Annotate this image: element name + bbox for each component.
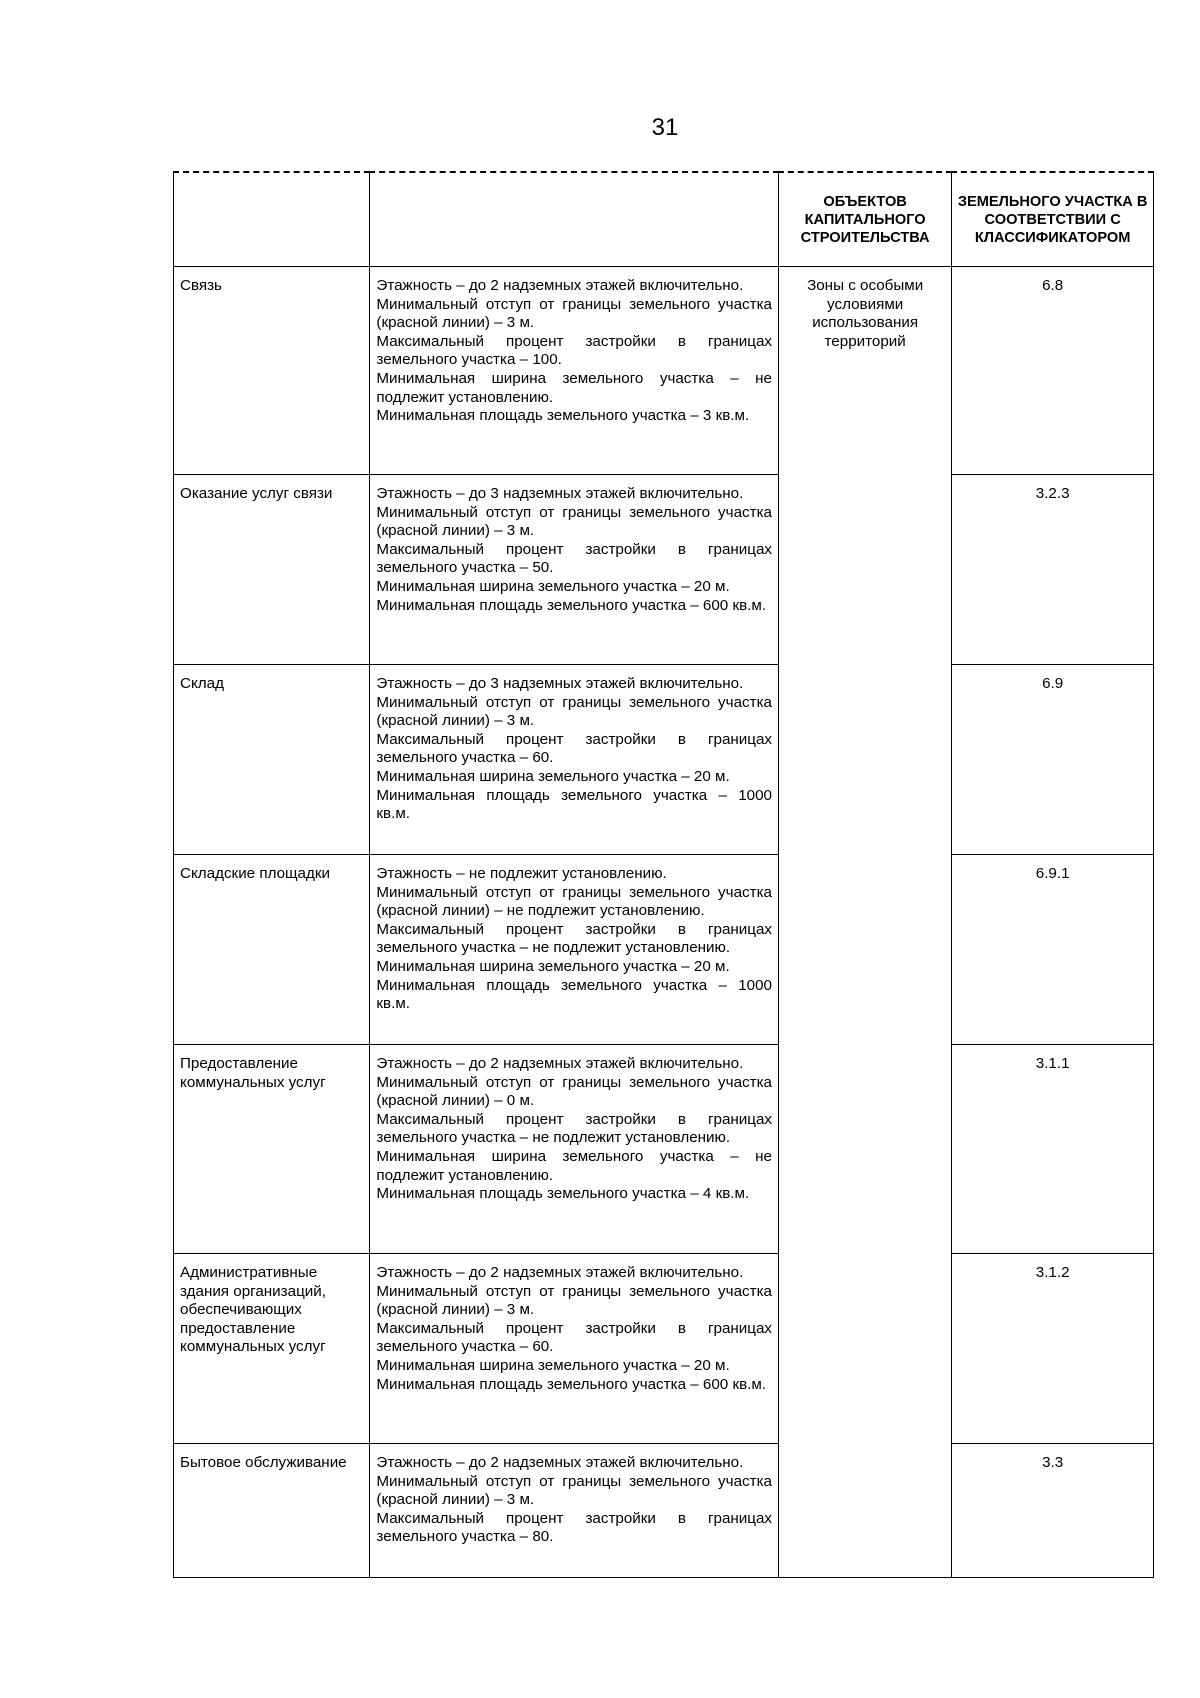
page-number: 31 (651, 114, 679, 141)
table-row (174, 1045, 1154, 1254)
parameter-line: Этажность – не подлежит установлению. (376, 865, 667, 882)
table-row (174, 1444, 1154, 1578)
parameter-line: Минимальный отступ от границы земельного участка (красной линии) – 3 м. (376, 693, 772, 730)
parameter-line: Этажность – до 3 надземных этажей включительно. (376, 485, 744, 502)
classifier-code-cell: 6.9.1 (952, 855, 1154, 1045)
header-col-1 (174, 172, 370, 267)
parameter-line: Максимальный процент застройки в границах земельного участка – 60. (376, 1319, 772, 1356)
use-name-cell: Оказание услуг связи (174, 475, 370, 665)
parameters-cell (370, 475, 779, 665)
table-row (174, 665, 1154, 855)
parameter-line: Этажность – до 2 надземных этажей включительно. (376, 1264, 744, 1281)
table-row (174, 855, 1154, 1045)
parameters-cell (370, 1045, 779, 1254)
classifier-code-cell: 3.1.1 (952, 1045, 1154, 1254)
parameters-cell (370, 1254, 779, 1444)
use-name-cell: Бытовое обслуживание (174, 1444, 370, 1578)
table-row (174, 475, 1154, 665)
classifier-code-cell: 3.1.2 (952, 1254, 1154, 1444)
regulations-table (173, 171, 1154, 1578)
parameter-line: Минимальная ширина земельного участка – не подлежит установлению. (376, 369, 772, 406)
parameter-line: Максимальный процент застройки в границах земельного участка – не подлежит установлению. (376, 920, 772, 957)
parameter-line: Максимальный процент застройки в границах земельного участка – не подлежит установлению. (376, 1110, 772, 1147)
parameter-line: Этажность – до 3 надземных этажей включительно. (376, 675, 744, 692)
parameter-line: Минимальная площадь земельного участка – 600 кв.м. (376, 596, 767, 614)
parameter-line: Максимальный процент застройки в границах земельного участка – 50. (376, 540, 772, 577)
classifier-code-cell: 6.8 (952, 267, 1154, 475)
parameter-line: Минимальный отступ от границы земельного участка (красной линии) – 0 м. (376, 1073, 772, 1110)
table-header-row (174, 172, 1154, 267)
parameter-line: Минимальная площадь земельного участка – 1000 кв.м. (376, 786, 772, 823)
parameter-line: Максимальный процент застройки в границах земельного участка – 60. (376, 730, 772, 767)
parameter-line: Минимальный отступ от границы земельного участка (красной линии) – не подлежит установлению. (376, 883, 772, 920)
use-name-cell: Связь (174, 267, 370, 475)
use-name-cell: Склад (174, 665, 370, 855)
parameters-cell (370, 665, 779, 855)
use-name-cell: Предоставление коммунальных услуг (174, 1045, 370, 1254)
use-name-cell: Складские площадки (174, 855, 370, 1045)
header-col-3: ОБЪЕКТОВ КАПИТАЛЬНОГО СТРОИТЕЛЬСТВА (779, 172, 952, 267)
parameter-line: Минимальная ширина земельного участка – 20 м. (376, 767, 730, 785)
parameters-cell (370, 1444, 779, 1578)
table-body (174, 267, 1154, 1578)
parameter-line: Максимальный процент застройки в границах земельного участка – 80. (376, 1509, 772, 1546)
header-col-4: ЗЕМЕЛЬНОГО УЧАСТКА В СООТВЕТСТВИИ С КЛАССИФИКАТОРОМ (952, 172, 1154, 267)
table-row (174, 1254, 1154, 1444)
parameters-cell (370, 267, 779, 475)
parameter-line: Минимальная площадь земельного участка – 1000 кв.м. (376, 976, 772, 1013)
classifier-code-cell: 3.2.3 (952, 475, 1154, 665)
parameter-line: Минимальная площадь земельного участка – 4 кв.м. (376, 1185, 750, 1203)
parameter-line: Минимальная площадь земельного участка – 3 кв.м. (376, 407, 750, 425)
parameter-line: Минимальный отступ от границы земельного участка (красной линии) – 3 м. (376, 295, 772, 332)
parameter-line: Максимальный процент застройки в границах земельного участка – 100. (376, 332, 772, 369)
classifier-code-cell: 6.9 (952, 665, 1154, 855)
parameter-line: Минимальный отступ от границы земельного участка (красной линии) – 3 м. (376, 1282, 772, 1319)
parameter-line: Минимальная площадь земельного участка – 600 кв.м. (376, 1375, 767, 1393)
parameter-line: Минимальная ширина земельного участка – 20 м. (376, 1356, 730, 1374)
parameter-line: Минимальная ширина земельного участка – 20 м. (376, 957, 730, 975)
parameter-line: Минимальный отступ от границы земельного участка (красной линии) – 3 м. (376, 1472, 772, 1509)
header-col-2 (370, 172, 779, 267)
parameter-line: Этажность – до 2 надземных этажей включительно. (376, 1055, 744, 1072)
parameter-line: Минимальный отступ от границы земельного участка (красной линии) – 3 м. (376, 503, 772, 540)
classifier-code-cell: 3.3 (952, 1444, 1154, 1578)
parameter-line: Этажность – до 2 надземных этажей включительно. (376, 277, 744, 294)
parameter-line: Минимальная ширина земельного участка – не подлежит установлению. (376, 1147, 772, 1184)
parameter-line: Минимальная ширина земельного участка – 20 м. (376, 577, 730, 595)
parameters-cell (370, 855, 779, 1045)
parameter-line: Этажность – до 2 надземных этажей включительно. (376, 1454, 744, 1471)
table-row (174, 267, 1154, 475)
use-name-cell: Административные здания организаций, обеспечивающих предоставление коммунальных услуг (174, 1254, 370, 1444)
restriction-zones-cell: Зоны с особыми условиями использования территорий (779, 267, 952, 1578)
